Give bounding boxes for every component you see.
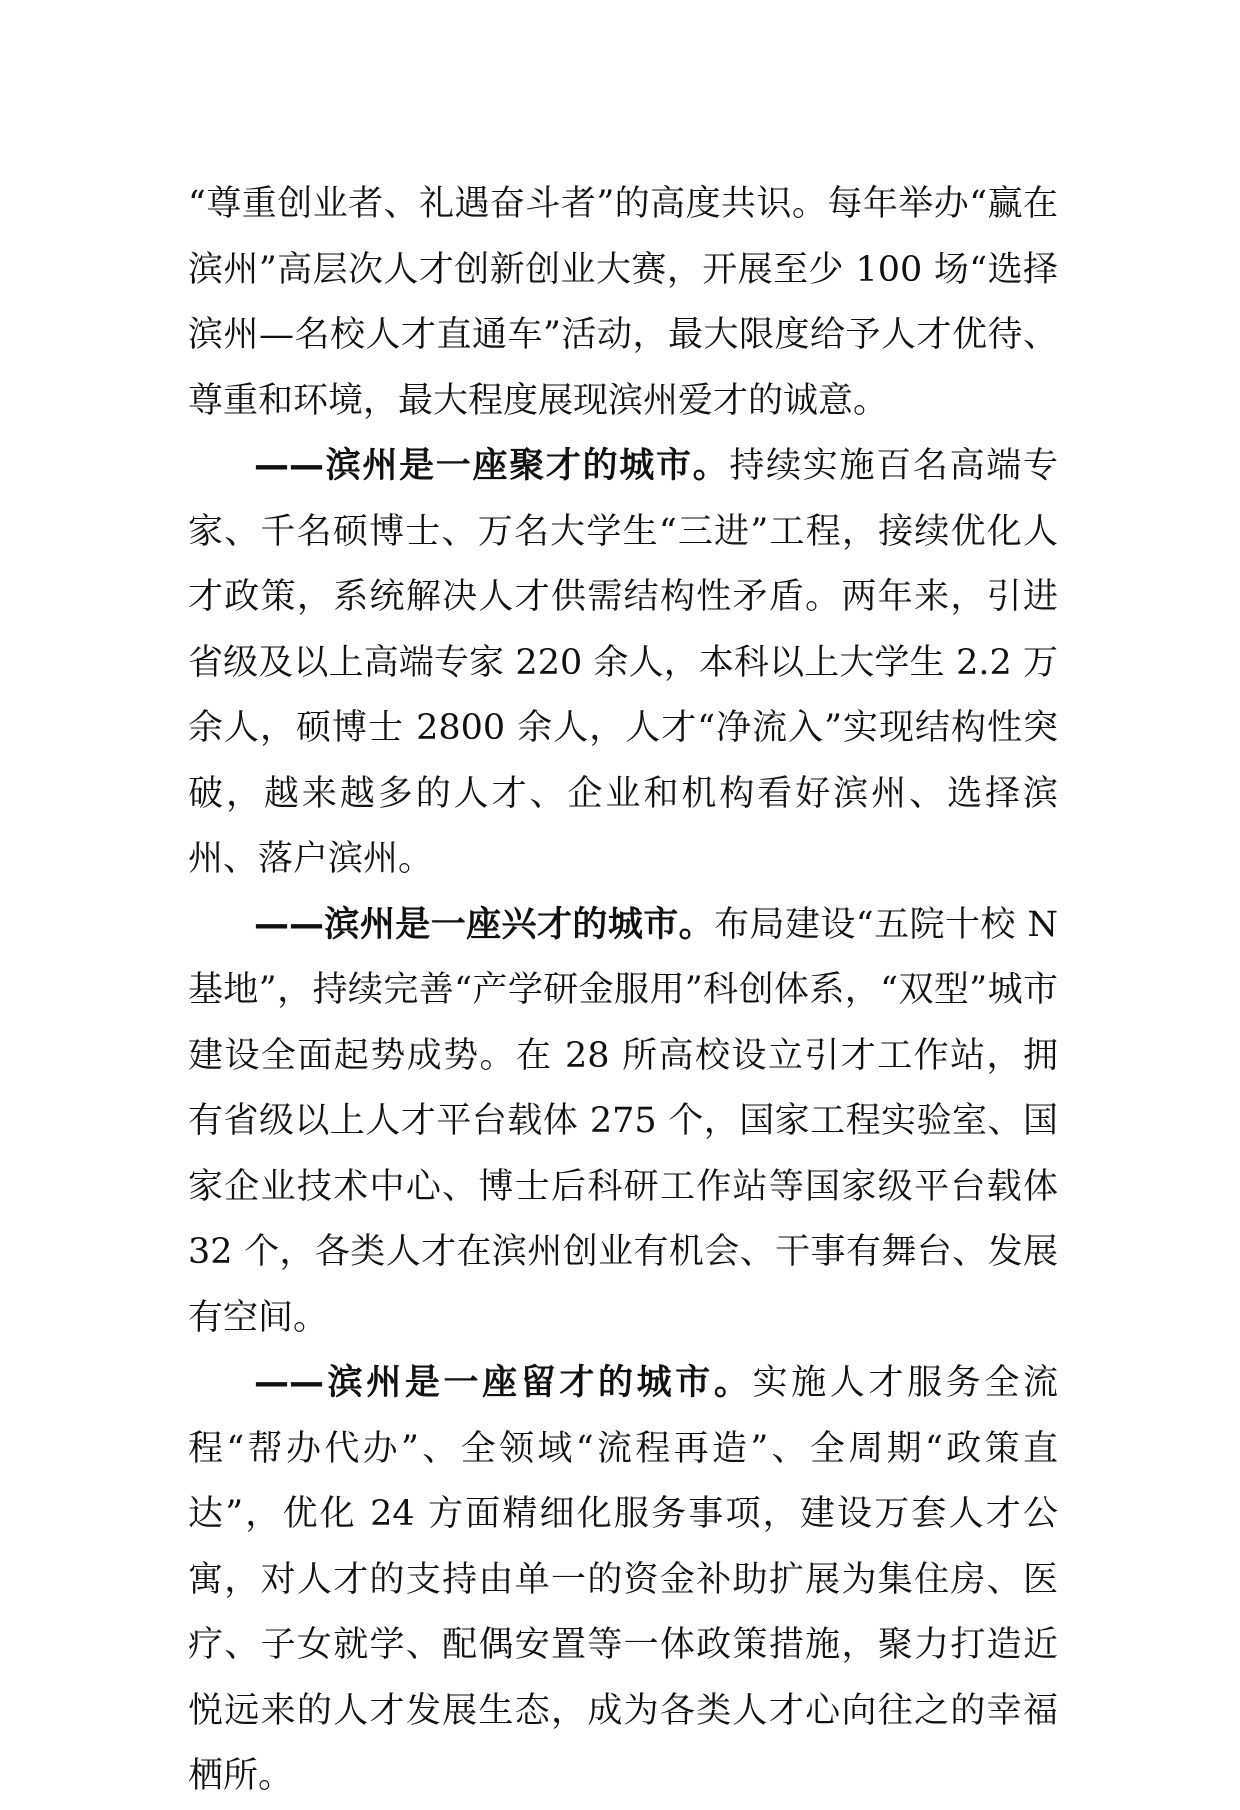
paragraph-text: 持续实施百名高端专家、千名硕博士、万名大学生“三进”工程，接续优化人才政策，系统解决人才供需结构性矛盾。两年来，引进省级及以上高端专家 220 余人，本科以上大学生 2.2 万余人，硕博士 2800 余人，人才“净流入”实现结构性突破，越来越多的人才、企业和机构看好滨州、选择滨州、落户滨州。 <box>188 446 1058 879</box>
paragraph-lead: ——滨州是一座兴才的城市。 <box>254 904 715 945</box>
paragraph-continuation <box>188 172 1058 434</box>
paragraph-lead: ——滨州是一座留才的城市。 <box>254 1363 753 1403</box>
paragraph-lead: ——滨州是一座聚才的城市。 <box>254 446 730 486</box>
paragraph-text: 布局建设“五院十校 N 基地”，持续完善“产学研金服用”科创体系，“双型”城市建设全面起势成势。在 28 所高校设立引才工作站，拥有省级以上人才平台载体 275 个，国家工程实验室、国家企业技术中心、博士后科研工作站等国家级平台载体 32 个，各类人才在滨州创业有机会、干事有舞台、发展有空间。 <box>188 904 1058 1338</box>
paragraph-talent-development <box>188 893 1058 1352</box>
paragraph-text: 实施人才服务全流程“帮办代办”、全领域“流程再造”、全周期“政策直达”，优化 24 方面精细化服务事项，建设万套人才公寓，对人才的支持由单一的资金补助扩展为集住房、医疗、子女就学、配偶安置等一体政策措施，聚力打造近悦远来的人才发展生态，成为各类人才心向往之的幸福栖所。 <box>188 1363 1058 1796</box>
paragraph-talent-retention <box>188 1351 1058 1810</box>
paragraph-talent-gathering <box>188 434 1058 893</box>
body-text <box>188 172 1058 1810</box>
paragraph-text: “尊重创业者、礼遇奋斗者”的高度共识。每年举办“赢在滨州”高层次人才创新创业大赛，开展至少 100 场“选择滨州—名校人才直通车”活动，最大限度给予人才优待、尊重和环境，最大程度展现滨州爱才的诚意。 <box>188 184 1058 421</box>
